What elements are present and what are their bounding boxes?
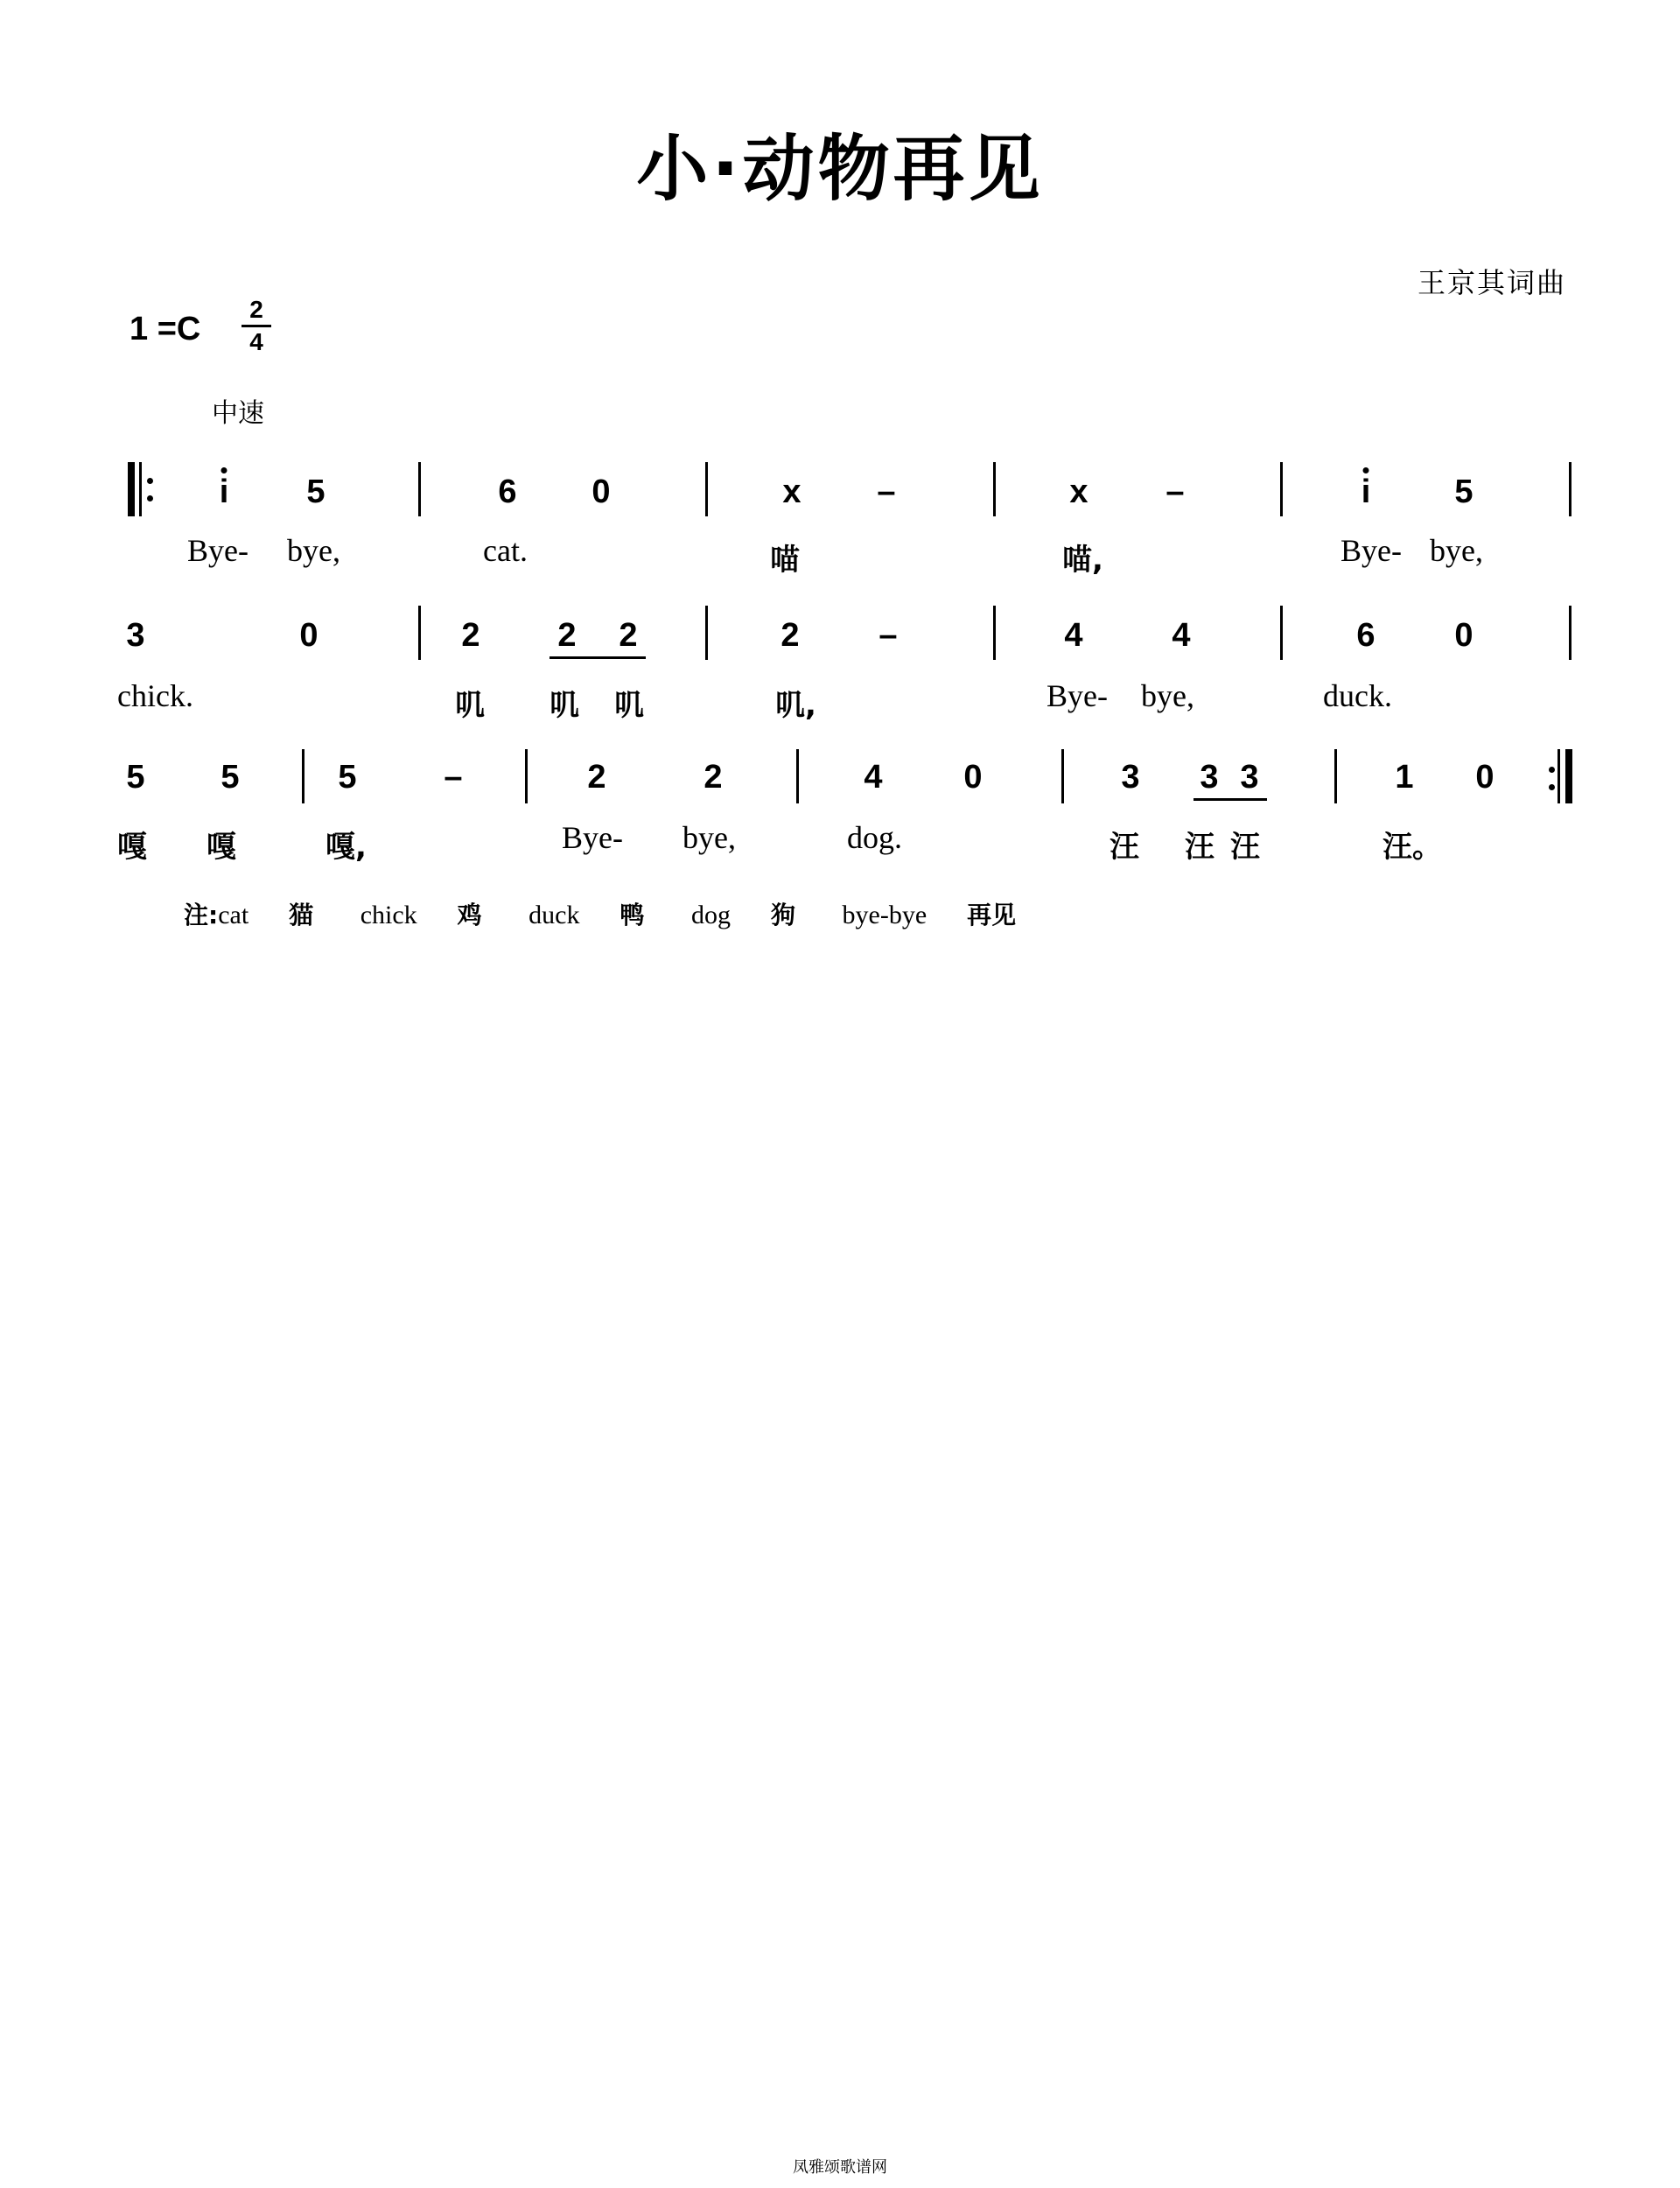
bar-line <box>1061 749 1064 803</box>
lyric: 汪 <box>1185 830 1214 865</box>
bar-line <box>796 749 799 803</box>
lyric: bye, <box>1141 678 1194 713</box>
bar-line <box>525 749 528 803</box>
song-title: 小·动物再见 <box>636 128 1044 211</box>
eighth-note-underline <box>1194 798 1267 801</box>
repeat-end-thin-bar <box>1558 749 1560 803</box>
lyric: 汪 <box>1110 830 1139 865</box>
lyric: 叽 <box>455 688 485 723</box>
note: 2 <box>587 759 606 796</box>
dash: – <box>444 759 463 796</box>
note-en: dog <box>691 901 732 929</box>
bar-line <box>1569 606 1572 660</box>
note: 5 <box>1454 473 1474 510</box>
lyric: 喵, <box>1062 543 1103 578</box>
bar-line <box>1569 462 1572 516</box>
note-cn: 鸭 <box>620 901 645 929</box>
repeat-start-thin-bar <box>139 462 142 516</box>
note: x <box>1069 473 1088 510</box>
footer-site-name: 凤雅颂歌谱网 <box>793 2158 887 2177</box>
bar-line <box>1280 606 1283 660</box>
lyric: bye, <box>682 820 736 855</box>
lyric: 嘎, <box>326 830 367 865</box>
note: 3 <box>1200 759 1219 796</box>
note: 0 <box>1475 759 1494 796</box>
bar-line <box>993 462 996 516</box>
dash: – <box>877 473 896 510</box>
repeat-dot <box>1549 784 1555 790</box>
note: 0 <box>592 473 611 510</box>
lyric: dog. <box>847 820 902 855</box>
high-octave-dot <box>221 467 228 473</box>
note-en: chick <box>360 901 417 929</box>
lyric: cat. <box>483 533 528 568</box>
note: 4 <box>1172 617 1191 654</box>
time-signature-top: 2 <box>249 296 263 323</box>
note: 0 <box>1454 617 1474 654</box>
note: 2 <box>704 759 723 796</box>
bar-line <box>302 749 304 803</box>
bar-line <box>705 606 708 660</box>
lyric: Bye- <box>1340 533 1402 568</box>
note: 5 <box>126 759 145 796</box>
eighth-note-underline <box>550 656 646 659</box>
note: 2 <box>557 617 577 654</box>
repeat-dot <box>147 478 153 484</box>
note: 3 <box>1121 759 1140 796</box>
lyric: bye, <box>1430 533 1483 568</box>
lyric: bye, <box>287 533 340 568</box>
note: 1 <box>1395 759 1414 796</box>
note: 0 <box>963 759 983 796</box>
note: 3 <box>126 617 145 654</box>
note: 3 <box>1240 759 1259 796</box>
note-cn: 狗 <box>771 901 796 929</box>
composer-credit: 王京其词曲 <box>1417 266 1566 299</box>
dash: – <box>1166 473 1185 510</box>
lyric: 汪。 <box>1382 830 1442 865</box>
note: 5 <box>220 759 240 796</box>
note-en: duck <box>528 901 580 929</box>
note-cn: 猫 <box>289 901 314 929</box>
time-signature-divider <box>242 325 271 327</box>
note: 2 <box>461 617 480 654</box>
lyric: 叽 <box>550 688 579 723</box>
note: 4 <box>1064 617 1083 654</box>
tempo-marking: 中速 <box>212 398 264 429</box>
note-en: cat <box>218 901 249 929</box>
lyric: 叽, <box>775 688 816 723</box>
note: i <box>202 473 246 511</box>
note: 5 <box>306 473 326 510</box>
note: 5 <box>338 759 357 796</box>
lyric: 嘎 <box>206 830 236 865</box>
note: 6 <box>1356 617 1376 654</box>
note: 6 <box>498 473 517 510</box>
lyric: 嘎 <box>117 830 147 865</box>
note-cn: 再见 <box>967 901 1017 929</box>
note-cn: 鸡 <box>457 901 482 929</box>
time-signature-bottom: 4 <box>249 328 263 355</box>
high-octave-dot <box>1363 467 1369 473</box>
bar-line <box>418 462 421 516</box>
key-signature: 1 =C <box>130 311 201 347</box>
translation-note <box>184 896 1056 931</box>
lyric: duck. <box>1323 678 1392 713</box>
lyric: Bye- <box>562 820 623 855</box>
note: 4 <box>864 759 883 796</box>
time-signature <box>242 296 271 356</box>
lyric: Bye- <box>1046 678 1108 713</box>
lyric: 汪 <box>1230 830 1260 865</box>
repeat-start-thick-bar <box>128 462 135 516</box>
repeat-dot <box>147 495 153 501</box>
repeat-end-thick-bar <box>1565 749 1572 803</box>
bar-line <box>1334 749 1337 803</box>
note: 2 <box>780 617 800 654</box>
note-en: bye-bye <box>842 901 928 929</box>
lyric: 喵 <box>770 543 800 578</box>
repeat-dot <box>1549 767 1555 773</box>
lyric: Bye- <box>187 533 248 568</box>
note-prefix: 注: <box>184 901 219 929</box>
note: 0 <box>299 617 318 654</box>
bar-line <box>705 462 708 516</box>
bar-line <box>993 606 996 660</box>
bar-line <box>1280 462 1283 516</box>
note: x <box>782 473 802 510</box>
dash: – <box>878 617 898 654</box>
note: 2 <box>619 617 638 654</box>
lyric: 叽 <box>614 688 644 723</box>
note: i <box>1344 473 1388 511</box>
lyric: chick. <box>117 678 193 713</box>
bar-line <box>418 606 421 660</box>
